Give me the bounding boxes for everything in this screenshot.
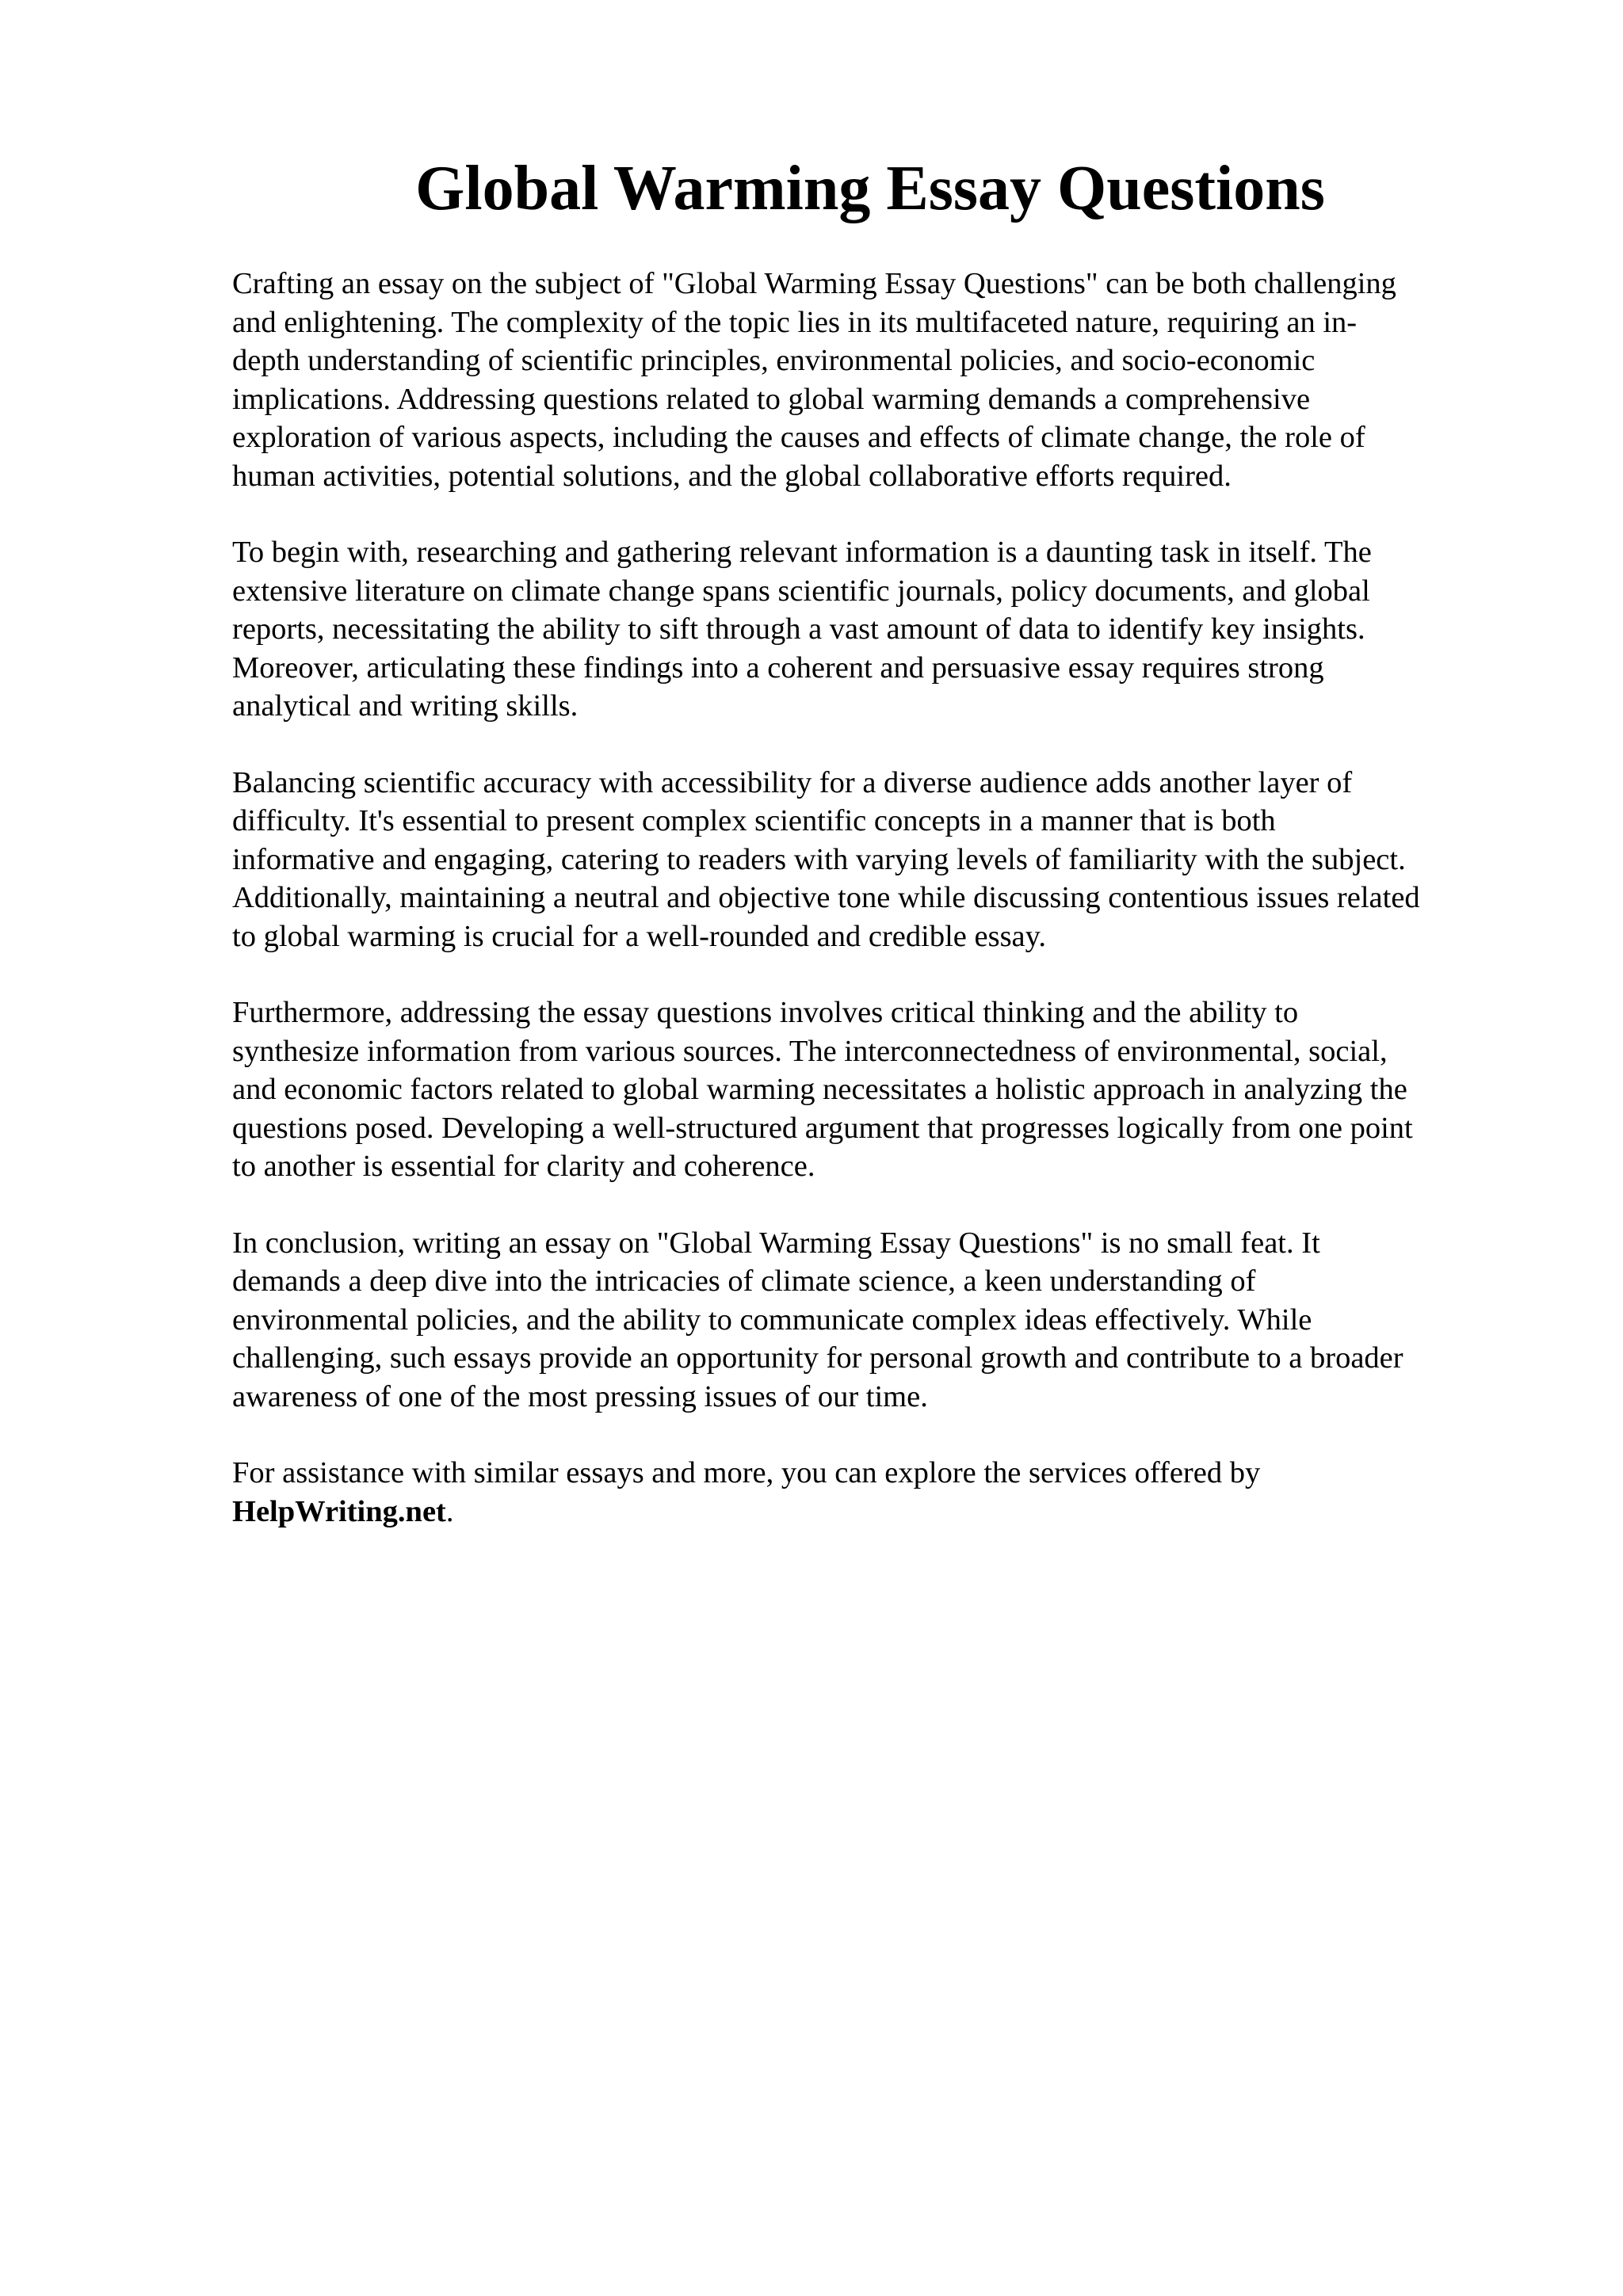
closing-paragraph <box>232 1454 1532 1531</box>
helpwriting-link[interactable]: HelpWriting.net <box>232 1494 446 1528</box>
essay-body <box>232 265 1532 1569</box>
closing-text: For assistance with similar essays and more, you can explore the services offered by <box>232 1456 1261 1489</box>
paragraph-1: Crafting an essay on the subject of "Global Warming Essay Questions" can be both challenging and enlightening. The complexity of the topic lies in its multifaceted nature, requiring an in- depth understanding of scientific principles, environmental policies, and socio-economic implications. Addressing questions related to global warming demands a comprehensive exploration of various aspects, including the causes and effects of climate change, the role of human activities, potential solutions, and the global collaborative efforts required. <box>232 267 1396 493</box>
page-title: Global Warming Essay Questions <box>415 154 1325 223</box>
closing-period: . <box>445 1494 454 1528</box>
paragraph-5: In conclusion, writing an essay on "Global Warming Essay Questions" is no small feat. It demands a deep dive into the intricacies of climate science, a keen understanding of environmental policies, and the ability to communicate complex ideas effectively. While challenging, such essays provide an opportunity for personal growth and contribute to a broader awareness of one of the most pressing issues of our time. <box>232 1226 1403 1413</box>
paragraph-3: Balancing scientific accuracy with accessibility for a diverse audience adds another layer of difficulty. It's essential to present complex scientific concepts in a manner that is both informative and engaging, catering to readers with varying levels of familiarity with the subject. Additionally, maintaining a neutral and objective tone while discussing contentious issues related to global warming is crucial for a well-rounded and credible essay. <box>232 765 1420 953</box>
paragraph-4: Furthermore, addressing the essay questions involves critical thinking and the ability to synthesize information from various sources. The interconnectedness of environmental, social, and economic factors related to global warming necessitates a holistic approach in analyzing the questions posed. Developing a well-structured argument that progresses logically from one point to another is essential for clarity and coherence. <box>232 996 1413 1183</box>
paragraph-2: To begin with, researching and gathering relevant information is a daunting task in itself. The extensive literature on climate change spans scientific journals, policy documents, and global reports, necessitating the ability to sift through a vast amount of data to identify key insights. Moreover, articulating these findings into a coherent and persuasive essay requires strong analytical and writing skills. <box>232 536 1372 723</box>
